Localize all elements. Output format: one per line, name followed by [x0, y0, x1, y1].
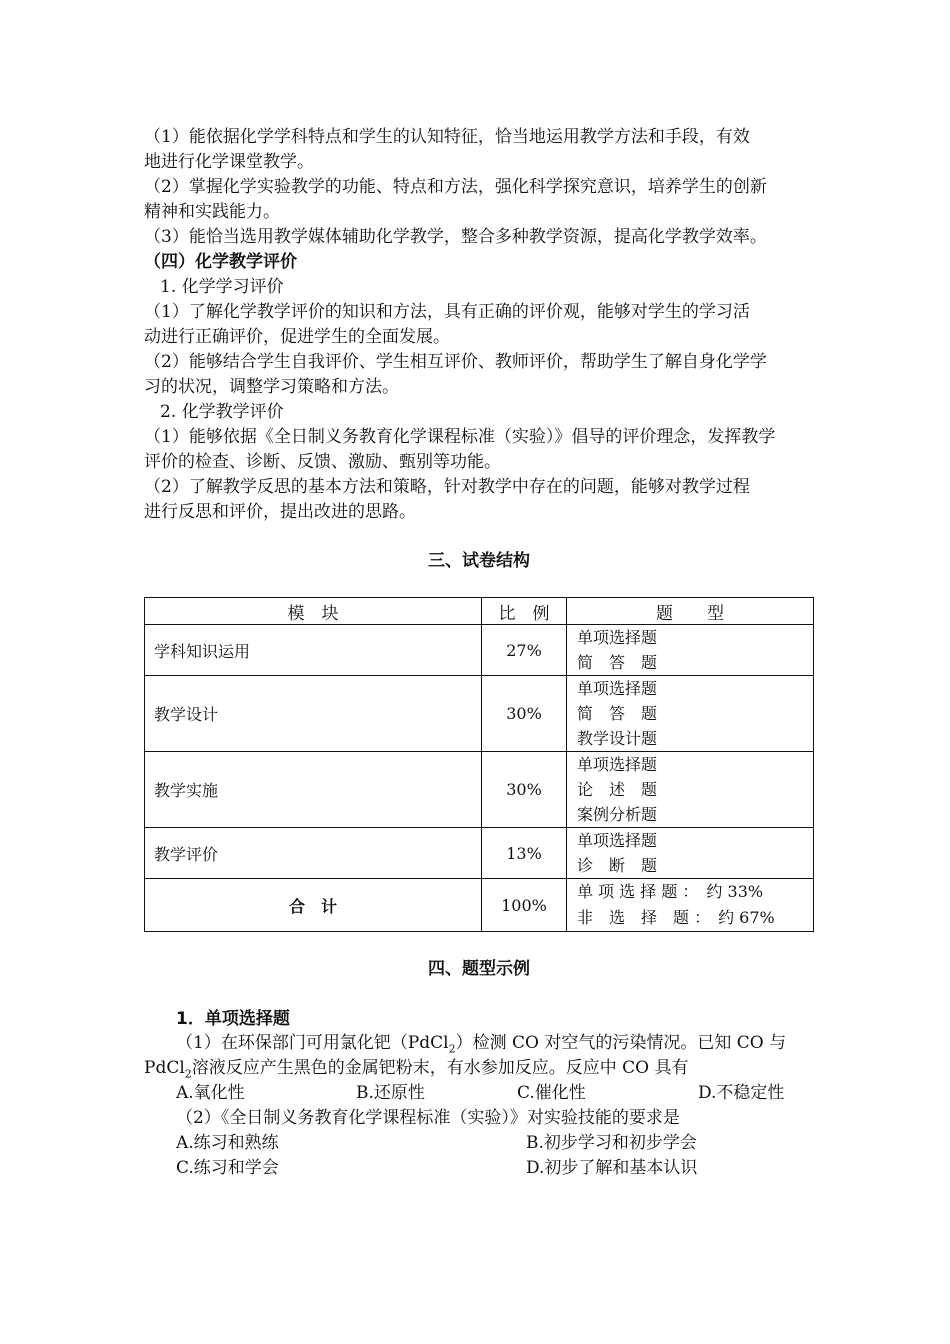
- ratio-cell: 30%: [482, 752, 567, 828]
- ratio-cell: 13%: [482, 828, 567, 879]
- table-total-row: [145, 879, 814, 932]
- question-1-option-c: C.催化性: [517, 1083, 586, 1103]
- paragraph-line: 评价的检查、诊断、反馈、激励、甄别等功能。: [144, 452, 501, 472]
- total-breakdown: 非 选 择 题 ： 约 67%: [577, 908, 775, 927]
- ratio-cell: 27%: [482, 625, 567, 676]
- types-cell: [567, 625, 814, 676]
- question-section-heading: 1．单项选择题: [176, 1009, 290, 1029]
- question-type: 单项选择题: [577, 679, 658, 698]
- paragraph-line: （2）了解教学反思的基本方法和策略，针对教学中存在的问题，能够对教学过程: [144, 477, 750, 497]
- total-ratio: 100%: [482, 879, 567, 932]
- question-1-stem-cont: PdCl$_2$溶液反应产生黑色的金属钯粉末，有水参加反应。反应中 CO 具有: [144, 1058, 689, 1081]
- table-header-row: [145, 598, 814, 625]
- section-title: 四、题型示例: [428, 959, 530, 979]
- paragraph-line: 地进行化学课堂教学。: [144, 152, 314, 172]
- paragraph-line: （1）了解化学教学评价的知识和方法，具有正确的评价观，能够对学生的学习活: [144, 302, 750, 322]
- paragraph-line: 习的状况，调整学习策略和方法。: [144, 377, 399, 397]
- types-cell: [567, 828, 814, 879]
- paragraph-line: 进行反思和评价，提出改进的思路。: [144, 502, 416, 522]
- module-cell: 教学设计: [145, 676, 482, 752]
- subsection-heading: （四）化学教学评价: [144, 252, 297, 272]
- paragraph-line: （1）能够依据《全日制义务教育化学课程标准（实验）》倡导的评价理念，发挥教学: [144, 427, 776, 447]
- question-1-option-b: B.还原性: [356, 1083, 425, 1103]
- question-type: 案例分析题: [577, 805, 658, 824]
- question-type: 单项选择题: [577, 755, 658, 774]
- total-breakdown: 单 项 选 择 题 ： 约 33%: [577, 882, 764, 901]
- table-row: [145, 676, 814, 752]
- types-cell: [567, 879, 814, 932]
- types-cell: [567, 676, 814, 752]
- module-cell: 教学实施: [145, 752, 482, 828]
- total-label: 合 计: [145, 879, 482, 932]
- question-2-option-d: D.初步了解和基本认识: [526, 1158, 698, 1178]
- section-title: 三、试卷结构: [428, 551, 530, 571]
- table-header: 比 例: [482, 598, 567, 625]
- paragraph-line: （2）能够结合学生自我评价、学生相互评价、教师评价，帮助学生了解自身化学学: [144, 352, 767, 372]
- question-2-option-c: C.练习和学会: [176, 1158, 279, 1178]
- ratio-cell: 30%: [482, 676, 567, 752]
- question-type: 论 述 题: [577, 780, 658, 799]
- table-row: [145, 828, 814, 879]
- question-2-stem: （2）《全日制义务教育化学课程标准（实验）》对实验技能的要求是: [176, 1108, 680, 1128]
- paragraph-line: 精神和实践能力。: [144, 202, 280, 222]
- question-type: 简 答 题: [577, 653, 658, 672]
- question-2-option-b: B.初步学习和初步学会: [526, 1133, 697, 1153]
- paragraph-line: 动进行正确评价，促进学生的全面发展。: [144, 327, 450, 347]
- module-cell: 教学评价: [145, 828, 482, 879]
- module-cell: 学科知识运用: [145, 625, 482, 676]
- subheading: 1. 化学学习评价: [160, 277, 284, 297]
- question-2-option-a: A.练习和熟练: [176, 1133, 279, 1153]
- question-1-option-a: A.氧化性: [176, 1083, 245, 1103]
- question-type: 单项选择题: [577, 628, 658, 647]
- types-cell: [567, 752, 814, 828]
- paragraph-line: （3）能恰当选用教学媒体辅助化学教学，整合多种教学资源，提高化学教学效率。: [144, 227, 767, 247]
- question-type: 简 答 题: [577, 704, 658, 723]
- paragraph-line: （2）掌握化学实验教学的功能、特点和方法，强化科学探究意识，培养学生的创新: [144, 177, 767, 197]
- question-type: 诊 断 题: [577, 856, 658, 875]
- table-header: 模 块: [145, 598, 482, 625]
- question-1-stem: （1）在环保部门可用氯化钯（PdCl$_2$）检测 CO 对空气的污染情况。已知 CO 与: [176, 1033, 787, 1056]
- question-type: 教学设计题: [577, 729, 658, 748]
- question-type: 单项选择题: [577, 831, 658, 850]
- subheading: 2. 化学教学评价: [160, 402, 284, 422]
- exam-structure-table: [144, 597, 814, 932]
- paragraph-line: （1）能依据化学学科特点和学生的认知特征，恰当地运用教学方法和手段，有效: [144, 127, 750, 147]
- table-row: [145, 625, 814, 676]
- question-1-option-d: D.不稳定性: [698, 1083, 785, 1103]
- table-row: [145, 752, 814, 828]
- table-header: 题 型: [567, 598, 814, 625]
